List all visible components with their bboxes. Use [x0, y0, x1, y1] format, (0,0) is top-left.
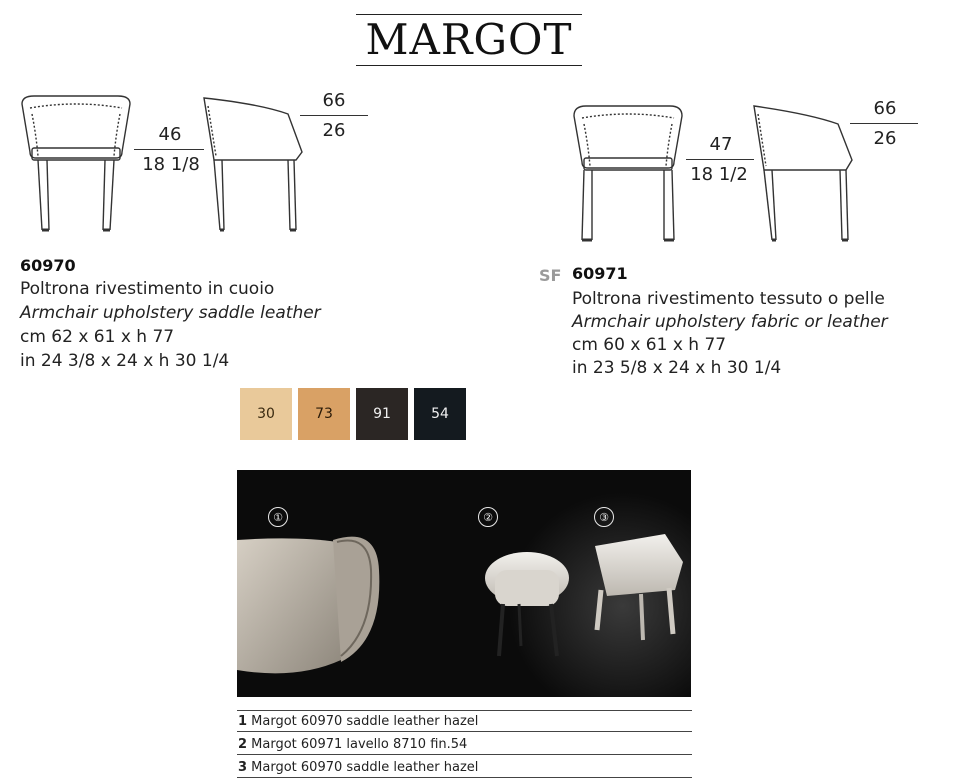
caption-rule — [237, 731, 692, 732]
product-photo — [237, 470, 691, 697]
side-dim-in: 26 — [322, 120, 346, 141]
side-dim-rule-60971 — [850, 123, 918, 124]
product-photo-image — [237, 470, 691, 697]
title-rule-bottom — [356, 65, 582, 66]
caption-number: 1 — [238, 714, 248, 729]
swatch-label: 30 — [257, 406, 275, 422]
caption-3 — [238, 760, 478, 775]
swatch-label: 54 — [431, 406, 449, 422]
caption-number: 2 — [238, 737, 248, 752]
photo-marker-3: ③ — [594, 507, 614, 527]
caption-rule-bottom — [237, 777, 692, 778]
front-dim-cm-60971: 47 — [709, 134, 733, 155]
description-en: Armchair upholstery saddle leather — [20, 303, 321, 323]
caption-1 — [238, 714, 478, 729]
front-dim-cm: 46 — [158, 124, 182, 145]
caption-text: Margot 60971 lavello 8710 fin.54 — [247, 737, 468, 752]
caption-text: Margot 60970 saddle leather hazel — [247, 760, 479, 775]
caption-rule — [237, 754, 692, 755]
dimensions-cm: cm 62 x 61 x h 77 — [20, 327, 175, 347]
caption-2 — [238, 737, 467, 752]
product-code-60970: 60970 — [20, 256, 76, 275]
swatch-label: 73 — [315, 406, 333, 422]
finish-swatch — [240, 388, 292, 440]
swatch-label: 91 — [373, 406, 391, 422]
front-dim-rule — [134, 149, 204, 150]
front-dim-rule-60971 — [686, 159, 754, 160]
front-dim-in-60971: 18 1/2 — [690, 164, 748, 185]
photo-marker-2: ② — [478, 507, 498, 527]
finish-swatch — [298, 388, 350, 440]
chair-60970-front-drawing — [18, 94, 134, 234]
description-en-60971: Armchair upholstery fabric or leather — [572, 312, 888, 332]
chair-60971-side-drawing — [750, 104, 854, 244]
photo-marker-1: ① — [268, 507, 288, 527]
chair-60971-front-drawing — [570, 104, 686, 244]
description-it-60971: Poltrona rivestimento tessuto o pelle — [572, 289, 885, 309]
caption-number: 3 — [238, 760, 248, 775]
side-dim-cm-60971: 66 — [873, 98, 897, 119]
caption-text: Margot 60970 saddle leather hazel — [247, 714, 479, 729]
chair-60970-side-drawing — [200, 94, 304, 234]
caption-rule-top — [237, 710, 692, 711]
finish-swatch — [414, 388, 466, 440]
title-block — [356, 14, 582, 66]
product-code-60971: 60971 — [572, 264, 628, 283]
side-dim-cm: 66 — [322, 90, 346, 111]
dimensions-in: in 24 3/8 x 24 x h 30 1/4 — [20, 351, 230, 371]
finish-swatch — [356, 388, 408, 440]
dimensions-in-60971: in 23 5/8 x 24 x h 30 1/4 — [572, 358, 782, 378]
dimensions-cm-60971: cm 60 x 61 x h 77 — [572, 335, 727, 355]
sf-badge: SF — [539, 266, 562, 285]
description-it: Poltrona rivestimento in cuoio — [20, 279, 275, 299]
side-dim-rule — [300, 115, 368, 116]
page-title: MARGOT — [365, 15, 573, 64]
side-dim-in-60971: 26 — [873, 128, 897, 149]
front-dim-in: 18 1/8 — [142, 154, 200, 175]
